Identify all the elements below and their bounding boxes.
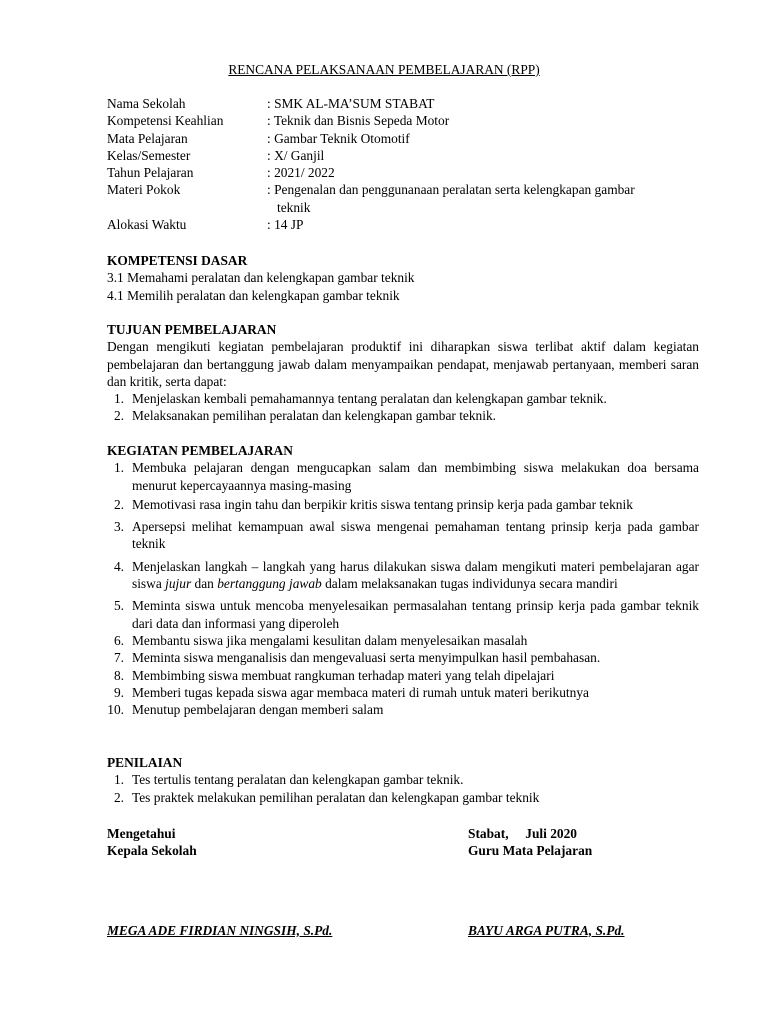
- list-text: Meminta siswa menganalisis dan mengevaluasi serta menyimpulkan hasil pembahasan.: [132, 650, 601, 666]
- info-value-continuation: teknik: [277, 199, 311, 215]
- list-text: Membimbing siswa membuat rangkuman terhadap materi yang telah dipelajari: [132, 667, 555, 683]
- list-text: [132, 558, 699, 593]
- info-label: Nama Sekolah: [107, 96, 186, 111]
- info-value: : Gambar Teknik Otomotif: [267, 130, 410, 146]
- list-item: [107, 496, 699, 513]
- list-item: [107, 558, 699, 593]
- list-text: Membuka pelajaran dengan mengucapkan salam dan membimbing siswa melakukan doa bersama menurut kepercayaannya masing-masing: [132, 460, 699, 493]
- list-item: [107, 701, 699, 718]
- info-value: : 2021/ 2022: [267, 165, 335, 181]
- list-number: 1.: [113, 391, 124, 407]
- emphasis-bertanggung-jawab: bertanggung jawab: [217, 576, 322, 592]
- list-number: 10.: [107, 702, 124, 718]
- section-heading: KEGIATAN PEMBELAJARAN: [107, 443, 293, 458]
- section-kompetensi-dasar: [107, 252, 699, 304]
- list-text-part: Menjelaskan langkah – langkah yang harus dilakukan siswa dalam mengikuti materi pembelajaran agar siswa: [132, 558, 699, 592]
- list-text: Tes praktek melakukan pemilihan peralatan dan kelengkapan gambar teknik: [132, 789, 540, 805]
- section-kegiatan-pembelajaran: [107, 442, 699, 718]
- info-row-kelas-semester: [107, 147, 707, 164]
- signature-left: [107, 825, 332, 939]
- tujuan-intro: Dengan mengikuti kegiatan pembelajaran produktif ini diharapkan siswa terlibat aktif dalam kegiatan pembelajaran dan bertanggung jawab dalam menyampaikan pendapat, menjawab pertanyaan, memberi saran dan kritik, serta dapat:: [107, 339, 699, 389]
- list-text: Membantu siswa jika mengalami kesulitan dalam menyelesaikan masalah: [132, 632, 528, 648]
- list-item: [107, 518, 699, 553]
- list-number: 3.: [113, 519, 124, 535]
- list-text-part: dalam melaksanakan tugas individunya secara mandiri: [321, 576, 618, 592]
- list-number: 8.: [113, 667, 124, 683]
- kompetensi-item: 3.1 Memahami peralatan dan kelengkapan gambar teknik: [107, 270, 415, 286]
- section-heading: TUJUAN PEMBELAJARAN: [107, 322, 277, 337]
- info-row-mata-pelajaran: [107, 130, 707, 147]
- list-item: [107, 597, 699, 632]
- signature-name: MEGA ADE FIRDIAN NINGSIH, S.Pd.: [107, 922, 333, 938]
- penilaian-list: [107, 771, 699, 806]
- list-text: Memotivasi rasa ingin tahu dan berpikir kritis siswa tentang prinsip kerja pada gambar teknik: [132, 496, 633, 512]
- kegiatan-list: [107, 459, 699, 718]
- list-item: [107, 684, 699, 701]
- info-value: : Teknik dan Bisnis Sepeda Motor: [267, 113, 450, 129]
- list-item: [107, 667, 699, 684]
- list-item: [107, 407, 699, 424]
- info-value: : 14 JP: [267, 217, 304, 233]
- list-text: Memberi tugas kepada siswa agar membaca materi di rumah untuk materi berikutnya: [132, 684, 589, 700]
- list-text: Menjelaskan kembali pemahamannya tentang peralatan dan kelengkapan gambar teknik.: [132, 391, 607, 407]
- document-title: RENCANA PELAKSANAAN PEMBELAJARAN (RPP): [228, 62, 540, 77]
- info-label: Alokasi Waktu: [107, 217, 187, 233]
- list-number: 2.: [113, 789, 124, 805]
- info-label: Mata Pelajaran: [107, 130, 188, 146]
- signature-name: BAYU ARGA PUTRA, S.Pd.: [468, 922, 625, 938]
- info-value: : X/ Ganjil: [267, 147, 325, 163]
- list-text: Melaksanakan pemilihan peralatan dan kelengkapan gambar teknik.: [132, 408, 497, 424]
- list-number: 1.: [113, 460, 124, 476]
- list-item: [107, 789, 699, 806]
- section-penilaian: [107, 754, 699, 806]
- list-number: 7.: [113, 650, 124, 666]
- signature-line: Mengetahui: [107, 826, 176, 841]
- emphasis-jujur: jujur: [165, 576, 192, 592]
- signature-place-date: Stabat, Juli 2020: [468, 826, 578, 841]
- info-label: Kelas/Semester: [107, 147, 191, 163]
- list-number: 2.: [113, 496, 124, 512]
- section-heading: KOMPETENSI DASAR: [107, 253, 248, 268]
- list-item: [107, 459, 699, 494]
- list-text-part: dan: [191, 576, 218, 592]
- info-label: Kompetensi Keahlian: [107, 113, 224, 129]
- list-number: 9.: [113, 684, 124, 700]
- signature-right: [468, 825, 625, 939]
- list-item: [107, 771, 699, 788]
- list-item: [107, 390, 699, 407]
- kompetensi-item: 4.1 Memilih peralatan dan kelengkapan gambar teknik: [107, 287, 400, 303]
- info-value: : SMK AL-MA’SUM STABAT: [267, 96, 435, 111]
- list-text: Menutup pembelajaran dengan memberi salam: [132, 702, 384, 718]
- list-item: [107, 632, 699, 649]
- identity-table: [107, 95, 707, 233]
- list-text: Meminta siswa untuk mencoba menyelesaikan permasalahan tentang prinsip kerja pada gambar teknik dari data dan informasi yang diperoleh: [132, 598, 699, 631]
- list-number: 1.: [113, 772, 124, 788]
- list-number: 6.: [113, 632, 124, 648]
- info-label: Materi Pokok: [107, 182, 181, 198]
- tujuan-list: [107, 390, 699, 425]
- list-number: 2.: [113, 408, 124, 424]
- info-row-alokasi-waktu: [107, 216, 707, 233]
- list-item: [107, 649, 699, 666]
- info-value-group: [267, 181, 707, 216]
- section-tujuan-pembelajaran: [107, 321, 699, 425]
- info-label: Tahun Pelajaran: [107, 165, 194, 181]
- info-row-tahun-pelajaran: [107, 164, 707, 181]
- signature-role: Kepala Sekolah: [107, 843, 197, 859]
- list-number: 5.: [113, 598, 124, 614]
- info-value: : Pengenalan dan penggunanaan peralatan serta kelengkapan gambar: [267, 182, 635, 198]
- info-row-nama-sekolah: [107, 95, 707, 112]
- section-heading: PENILAIAN: [107, 755, 183, 770]
- info-row-materi-pokok: [107, 181, 707, 216]
- list-text: Apersepsi melihat kemampuan awal siswa mengenai pemahaman tentang prinsip kerja pada gambar teknik: [132, 519, 699, 552]
- info-row-kompetensi-keahlian: [107, 112, 707, 129]
- list-number: 4.: [113, 558, 124, 574]
- signature-role: Guru Mata Pelajaran: [468, 843, 593, 859]
- list-text: Tes tertulis tentang peralatan dan kelengkapan gambar teknik.: [132, 772, 464, 788]
